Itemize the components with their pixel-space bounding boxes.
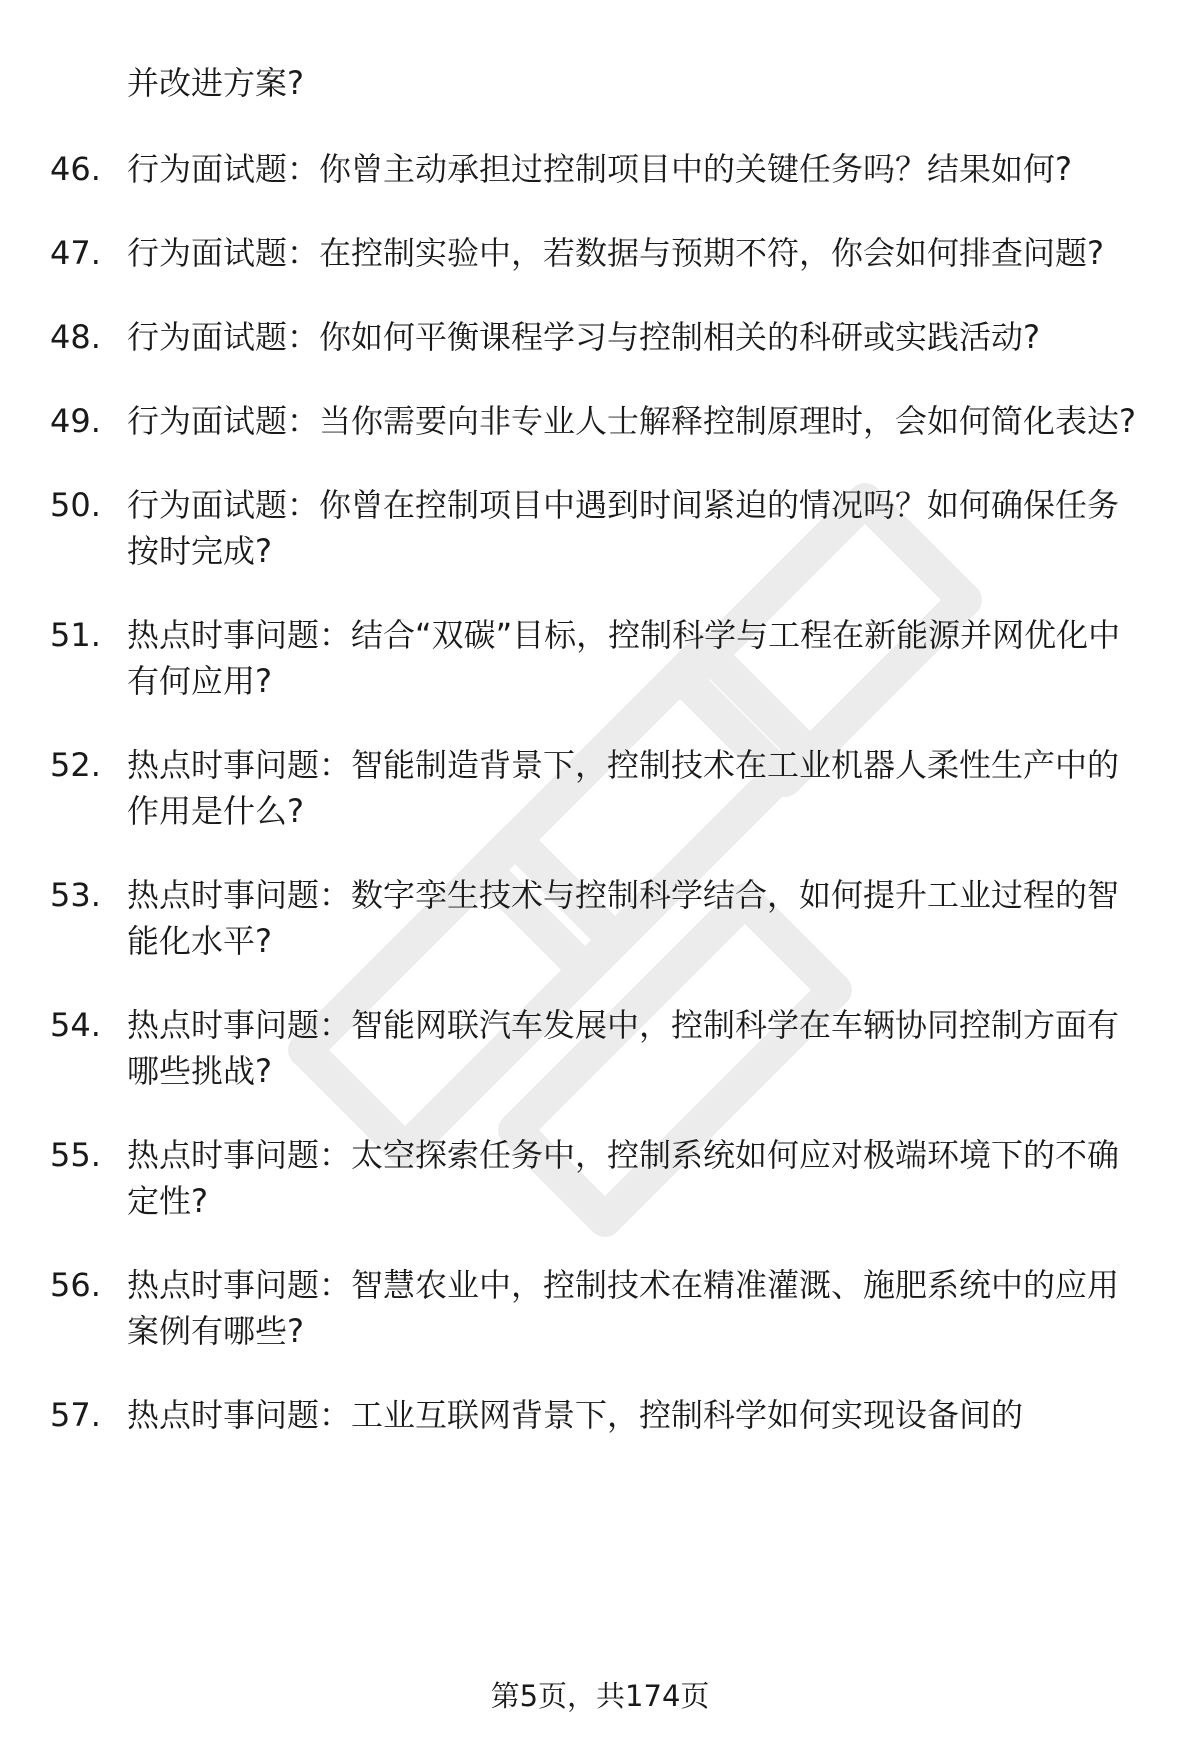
question-text: 行为面试题：在控制实验中，若数据与预期不符，你会如何排查问题? [127, 234, 1104, 272]
question-number: 54. [50, 1006, 101, 1044]
question-number: 51. [50, 616, 101, 654]
list-item [50, 742, 1140, 834]
question-text: 热点时事问题：数字孪生技术与控制科学结合，如何提升工业过程的智能化水平? [127, 876, 1120, 960]
list-item [50, 314, 1140, 360]
question-number: 57. [50, 1396, 101, 1434]
question-text: 热点时事问题：智能网联汽车发展中，控制科学在车辆协同控制方面有哪些挑战? [127, 1006, 1120, 1090]
question-text: 行为面试题：当你需要向非专业人士解释控制原理时，会如何简化表达? [127, 402, 1136, 440]
question-number: 47. [50, 234, 101, 272]
list-item [50, 146, 1140, 192]
question-number: 55. [50, 1136, 101, 1174]
question-number: 50. [50, 486, 101, 524]
list-item [50, 1392, 1140, 1438]
question-number: 52. [50, 746, 101, 784]
question-text: 行为面试题：你曾主动承担过控制项目中的关键任务吗？结果如何? [127, 150, 1072, 188]
question-text: 热点时事问题：智能制造背景下，控制技术在工业机器人柔性生产中的作用是什么? [127, 746, 1120, 830]
page-footer: 第5页，共174页 [490, 1679, 710, 1713]
list-item [50, 1262, 1140, 1354]
list-item [50, 1002, 1140, 1094]
list-item [50, 230, 1140, 276]
question-text: 热点时事问题：太空探索任务中，控制系统如何应对极端环境下的不确定性? [127, 1136, 1120, 1220]
list-item [50, 482, 1140, 574]
list-item [50, 398, 1140, 444]
question-text: 行为面试题：你如何平衡课程学习与控制相关的科研或实践活动? [127, 318, 1040, 356]
list-item [50, 612, 1140, 704]
question-number: 49. [50, 402, 101, 440]
question-number: 56. [50, 1266, 101, 1304]
continuation-text: 并改进方案? [127, 64, 304, 102]
question-text: 热点时事问题：智慧农业中，控制技术在精准灌溉、施肥系统中的应用案例有哪些? [127, 1266, 1120, 1350]
question-number: 48. [50, 318, 101, 356]
list-item [50, 1132, 1140, 1224]
question-number: 53. [50, 876, 101, 914]
question-number: 46. [50, 150, 101, 188]
question-text: 热点时事问题：工业互联网背景下，控制科学如何实现设备间的 [127, 1396, 1024, 1434]
list-item [50, 872, 1140, 964]
question-text: 热点时事问题：结合“双碳”目标，控制科学与工程在新能源并网优化中有何应用? [127, 616, 1121, 700]
question-text: 行为面试题：你曾在控制项目中遇到时间紧迫的情况吗？如何确保任务按时完成? [127, 486, 1120, 570]
question-list [50, 146, 1140, 1476]
